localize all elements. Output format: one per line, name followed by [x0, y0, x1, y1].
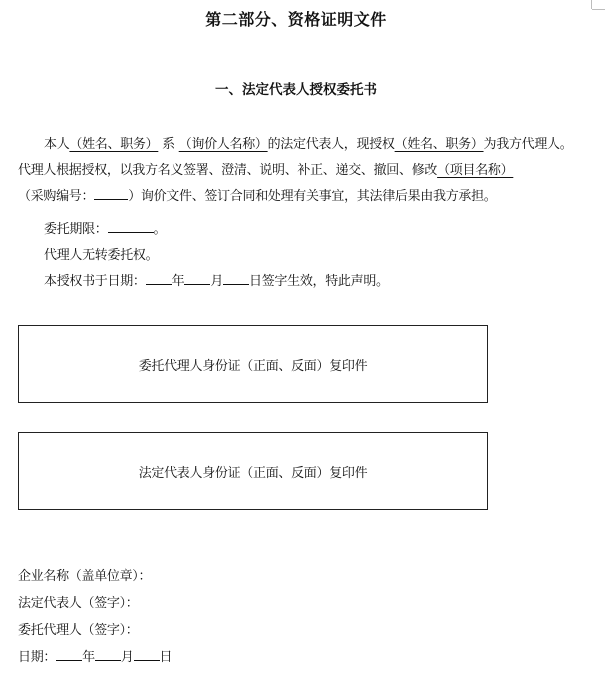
effective-year-blank	[146, 271, 172, 285]
effective-suffix: 日签字生效，特此声明。	[249, 274, 389, 289]
text-segment: （采购编号：	[18, 189, 95, 204]
term-line	[44, 218, 166, 237]
date-year-blank	[56, 647, 82, 661]
signature-date-line	[18, 646, 172, 665]
agent-id-copy-box	[18, 325, 488, 403]
date-month-label: 月	[120, 650, 134, 665]
part-title: 第二部分、资格证明文件	[205, 10, 387, 29]
text-segment: 的法定代表人，现授权	[267, 137, 395, 152]
effective-prefix: 本授权书于日期：	[44, 274, 146, 289]
inquirer-name-field: （询价人名称）	[178, 137, 268, 152]
date-month-blank	[95, 647, 121, 661]
legal-rep-id-copy-label: 法定代表人身份证（正面、反面）复印件	[138, 465, 368, 481]
term-label: 委托期限：	[44, 222, 108, 237]
agent-id-copy-label: 委托代理人身份证（正面、反面）复印件	[138, 358, 368, 374]
agent-signature-line: 委托代理人（签字）：	[18, 623, 139, 638]
legal-rep-signature-line: 法定代表人（签字）：	[18, 596, 139, 611]
agent-name-field: （姓名、职务）	[394, 137, 484, 152]
authorization-paragraph	[18, 132, 578, 210]
principal-name-field: （姓名、职务）	[69, 137, 159, 152]
effective-month-label: 月	[210, 274, 224, 289]
date-label: 日期：	[18, 650, 57, 665]
text-segment: 本人	[44, 137, 70, 152]
effective-year-label: 年	[171, 274, 185, 289]
no-transfer-line: 代理人无转委托权。	[44, 248, 159, 263]
text-segment: 系	[162, 137, 175, 152]
date-year-label: 年	[82, 650, 95, 665]
effective-date-line	[44, 270, 389, 289]
text-segment: ）询价文件、签订合同和处理有关事宜，其法律后果由我方承担。	[128, 189, 497, 204]
term-end: 。	[153, 222, 167, 237]
term-blank	[108, 219, 154, 233]
page-corner-mark-horizontal	[592, 9, 605, 10]
effective-month-blank	[184, 271, 210, 285]
text-segment: 为我方代理人。代理人根据授权，以我方名义签署、澄清、说明、补正、递交、撤回、修改	[18, 137, 573, 178]
date-day-blank	[134, 647, 160, 661]
company-name-line: 企业名称（盖单位章）：	[18, 569, 152, 584]
section-title: 一、法定代表人授权委托书	[215, 82, 377, 98]
date-day-label: 日	[159, 650, 173, 665]
legal-rep-id-copy-box	[18, 432, 488, 510]
procurement-number-blank	[94, 186, 128, 200]
project-name-field: （项目名称）	[437, 163, 514, 178]
effective-day-blank	[223, 271, 249, 285]
